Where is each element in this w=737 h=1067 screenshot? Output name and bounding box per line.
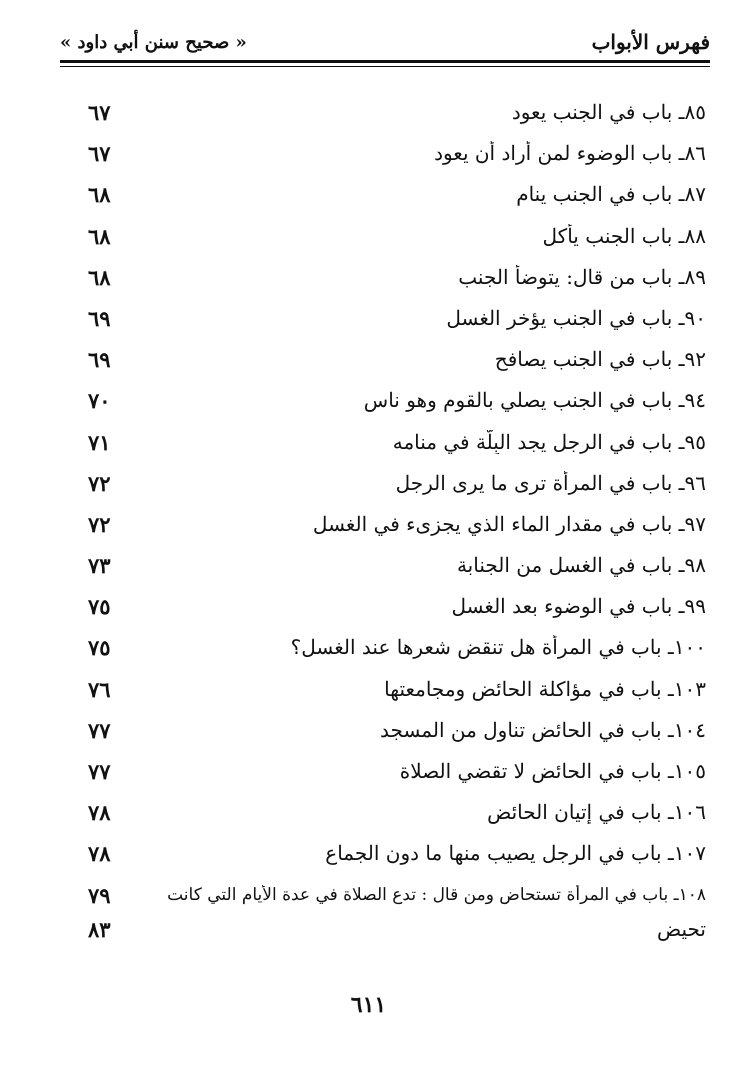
toc-entry xyxy=(80,469,706,510)
toc-entry xyxy=(80,592,706,633)
entry-page-number: ٦٧ xyxy=(88,141,111,167)
book-title: « صحيح سنن أبي داود » xyxy=(60,32,247,53)
entry-title-continuation: تحيض xyxy=(656,916,706,941)
toc-entry xyxy=(80,510,706,551)
page-number-footer: ٦١١ xyxy=(350,992,387,1018)
entry-page-number: ٧٣ xyxy=(88,553,111,579)
table-of-contents xyxy=(80,98,706,955)
entry-title: ٩٩ـ باب في الوضوء بعد الغسل xyxy=(451,594,706,619)
entry-title: ١٠٥ـ باب في الحائض لا تقضي الصلاة xyxy=(399,759,706,783)
toc-entry xyxy=(80,222,706,263)
running-header xyxy=(60,28,710,58)
entry-page-number: ٦٩ xyxy=(88,347,111,373)
entry-page-number: ٧٨ xyxy=(88,800,111,826)
header-rule-thick xyxy=(60,60,710,63)
entry-page-number: ٦٨ xyxy=(88,264,111,290)
toc-entry xyxy=(80,180,706,221)
entry-title: ١٠٣ـ باب في مؤاكلة الحائض ومجامعتها xyxy=(384,676,706,701)
toc-entry xyxy=(80,798,706,839)
entry-title: ٨٦ـ باب الوضوء لمن أراد أن يعود xyxy=(434,141,706,166)
toc-entry-wrapped xyxy=(80,881,706,915)
entry-title: ١٠٠ـ باب في المرأة هل تنقض شعرها عند الغسل؟ xyxy=(290,635,706,660)
header-rule-thin xyxy=(60,66,710,67)
entry-page-number: ٧٠ xyxy=(88,388,111,414)
toc-entry xyxy=(80,139,706,180)
entry-page-number: ٧٩ xyxy=(88,882,111,908)
toc-entry xyxy=(80,98,706,139)
entry-page-number: ٧٢ xyxy=(88,470,111,496)
entry-page-number: ٦٩ xyxy=(88,305,111,331)
entry-page-number: ٧٧ xyxy=(88,717,111,743)
toc-entry xyxy=(80,675,706,716)
entry-title: ٩٧ـ باب في مقدار الماء الذي يجزىء في الغسل xyxy=(312,511,706,536)
entry-page-number: ٧٢ xyxy=(88,511,111,537)
entry-title: ٩٨ـ باب في الغسل من الجنابة xyxy=(456,553,706,578)
entry-page-number: ٦٧ xyxy=(88,100,111,125)
entry-title: ٨٨ـ باب الجنب يأكل xyxy=(542,223,706,248)
entry-title: ١٠٨ـ باب في المرأة تستحاض ومن قال : تدع الصلاة في عدة الأيام التي كانت xyxy=(167,884,706,905)
entry-page-number: ٦٨ xyxy=(88,223,111,249)
entry-title: ٩٦ـ باب في المرأة ترى ما يرى الرجل xyxy=(395,470,706,495)
entry-page-number: ٧٨ xyxy=(88,841,111,867)
entry-title: ٨٧ـ باب في الجنب ينام xyxy=(516,182,706,207)
toc-entry xyxy=(80,757,706,798)
entry-title: ٩٢ـ باب في الجنب يصافح xyxy=(494,347,706,372)
entry-title: ٨٩ـ باب من قال: يتوضأ الجنب xyxy=(458,264,706,289)
entry-page-number: ٧٥ xyxy=(88,594,111,620)
entry-title: ٩٥ـ باب في الرجل يجد البِلَّة في منامه xyxy=(392,429,706,454)
entry-title: ١٠٦ـ باب في إتيان الحائض xyxy=(487,800,706,825)
entry-page-number: ٦٨ xyxy=(88,182,111,208)
toc-entry xyxy=(80,716,706,757)
entry-title: ٨٥ـ باب في الجنب يعود xyxy=(511,100,706,124)
toc-entry xyxy=(80,839,706,880)
entry-page-number: ٧٥ xyxy=(88,635,111,661)
entry-page-number: ٧٧ xyxy=(88,759,111,784)
entry-title: ١٠٤ـ باب في الحائض تناول من المسجد xyxy=(380,717,706,742)
entry-title: ٩٤ـ باب في الجنب يصلي بالقوم وهو ناسٍ xyxy=(363,388,706,413)
entry-page-number: ٧١ xyxy=(88,429,111,455)
toc-entry xyxy=(80,263,706,304)
toc-entry xyxy=(80,428,706,469)
toc-entry xyxy=(80,633,706,674)
entry-title: ١٠٧ـ باب في الرجل يصيب منها ما دون الجماع xyxy=(325,841,706,866)
toc-entry xyxy=(80,386,706,427)
toc-entry xyxy=(80,551,706,592)
toc-entry-continuation xyxy=(80,915,706,955)
section-title: فهرس الأبواب xyxy=(591,30,710,54)
toc-entry xyxy=(80,345,706,386)
toc-entry xyxy=(80,304,706,345)
entry-page-number: ٨٣ xyxy=(88,916,111,942)
entry-title: ٩٠ـ باب في الجنب يؤخر الغسل xyxy=(446,305,706,330)
entry-page-number: ٧٦ xyxy=(88,676,111,702)
